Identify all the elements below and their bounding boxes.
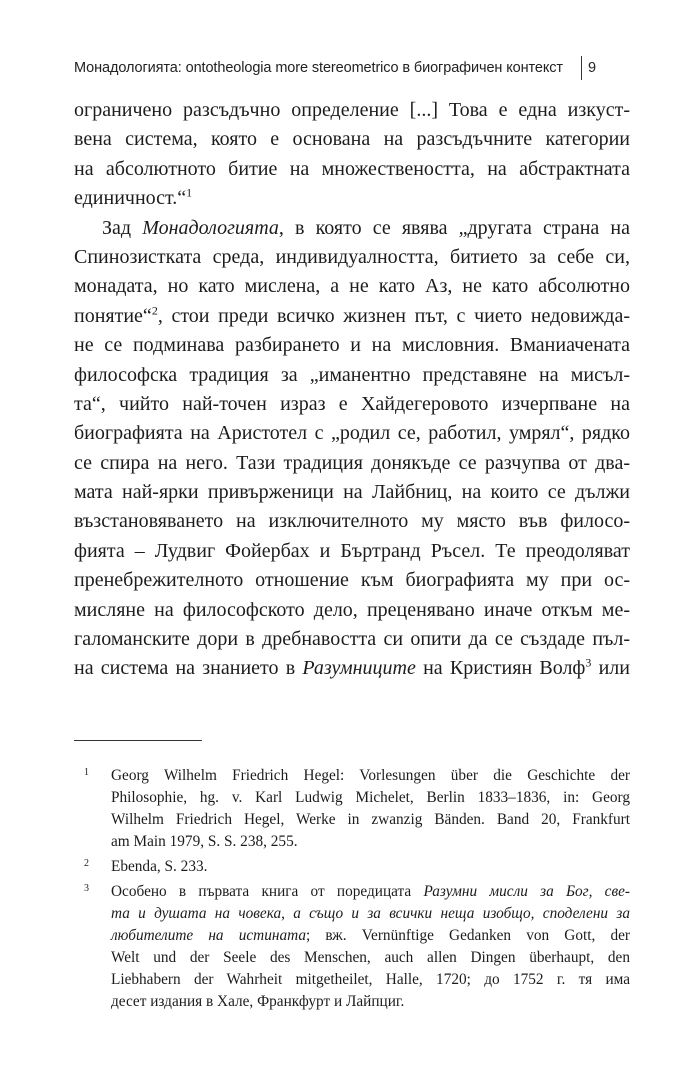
footnote-line: Wilhelm Friedrich Hegel, Werke in zwanzig Bänden. Band 20, Frankfurt	[111, 811, 630, 828]
footnote-separator	[74, 740, 202, 741]
footnote-number: 2	[84, 858, 89, 869]
footnote-line: am Main 1979, S. S. 238, 255.	[111, 833, 298, 850]
footnote-number: 3	[84, 883, 89, 894]
text-line: понятие“$^2$, стои преди всичко жизнен път, с чието недовижда-	[74, 303, 630, 327]
text-line: Спинозистката среда, индивидуалността, битието за себе си,	[74, 245, 630, 268]
text-line: вена система, която е основана на разсъдъчните категории	[74, 128, 630, 151]
footnote-line: Welt und der Seele des Menschen, auch allen Dingen überhaupt, den	[111, 949, 630, 966]
text-line: на абсолютното битие на множествеността, на абстрактната	[74, 157, 630, 180]
footnote-line: десет издания в Хале, Франкфурт и Лайпциг.	[111, 993, 405, 1010]
text-line: фията – Лудвиг Фойербах и Бъртранд Ръсел. Те преодоляват	[74, 539, 630, 562]
text-line: възстановяването на изключителното му място във филосо-	[74, 510, 630, 533]
text-line: пренебрежителното отношение към биографията му при ос-	[74, 569, 630, 592]
text-line: та“, чийто най-точен израз е Хайдегеровото изчерпване на	[74, 392, 630, 415]
footnote-line: Georg Wilhelm Friedrich Hegel: Vorlesungen über die Geschichte der	[111, 767, 630, 784]
footnote-line: Liebhabern der Wahrheit mitgetheilet, Halle, 1720; до 1752 г. тя има	[111, 971, 630, 988]
footnote-3	[74, 881, 630, 1013]
text-line: се спира на него. Тази традиция донякъде се разчупва от два-	[74, 451, 630, 474]
footnote-line: та и душата на човека, а също и за всички неща изобщо, споделени за	[111, 905, 630, 922]
text-line: галоманските дори в дребнавостта си опити да се създаде пъл-	[74, 628, 630, 651]
footnote-number: 1	[84, 767, 89, 778]
footnote-2	[74, 856, 630, 878]
footnotes	[74, 765, 630, 1016]
header-divider	[581, 56, 582, 80]
text-line: биографията на Аристотел с „родил се, работил, умрял“, рядко	[74, 422, 630, 445]
text-line: монадата, но като мислена, а не като Аз, не като абсолютно	[74, 275, 630, 298]
footnote-1	[74, 765, 630, 853]
text-line: мата най-ярки привърженици на Лайбниц, на които се дължи	[74, 481, 630, 504]
text-line: Зад Монадологията, в която се явява „другата страна на	[102, 216, 631, 239]
text-line: единичност.“$^1$	[74, 185, 193, 210]
text-line: мисляне на философското дело, преценявано иначе откъм ме-	[74, 598, 630, 621]
footnote-ref-1: 1	[186, 185, 193, 200]
text-line: на система на знанието в Разумниците на Кристиян Волф$^3$ или	[74, 655, 630, 680]
footnote-line: Philosophie, hg. v. Karl Ludwig Michelet, Berlin 1833–1836, in: Georg	[111, 789, 630, 806]
text-line: ограничено разсъдъчно определение [...] Това е една изкуст-	[74, 99, 630, 121]
running-header	[74, 54, 634, 84]
page-number: 9	[588, 60, 596, 76]
footnote-line: любителите на истината; вж. Vernünftige Gedanken von Gott, der	[111, 927, 630, 944]
main-text	[74, 96, 630, 684]
text-line: философска традиция за „иманентно представяне на мисъл-	[74, 363, 630, 386]
footnote-ref-2: 2	[151, 303, 158, 318]
footnote-line: Особено в първата книга от поредицата Разумни мисли за Бог, све-	[111, 883, 630, 900]
footnote-ref-3: 3	[585, 655, 592, 670]
footnote-line: Ebenda, S. 233.	[111, 858, 208, 875]
text-line: не се подминава разбирането и на мисловния. Вманиачената	[74, 334, 630, 357]
running-header-title: Монадологията: ontotheologia more stereometrico в биографичен контекст	[74, 60, 563, 76]
